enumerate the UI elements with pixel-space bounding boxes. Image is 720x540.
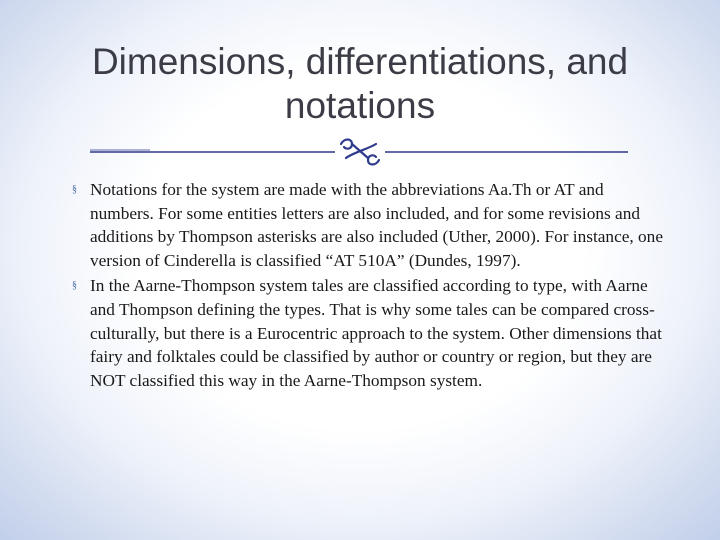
bullet-list <box>70 178 670 394</box>
bullet-marker: § <box>72 184 77 195</box>
title-line-1: Dimensions, differentiations, and <box>91 41 629 82</box>
bullet-item-2 <box>70 274 670 392</box>
bullet-marker: § <box>72 280 77 292</box>
curl-ornament-icon <box>341 140 379 165</box>
slide-title <box>40 40 680 128</box>
bullet-text-1: Notations for the system are made with the abbreviations Aa.Th or AT and numbers. For some entities letters are also included, and for some revisions and additions by Thompson asterisks are also included (Uther, 2000). For instance, one version of Cinderella is classified “AT 510A” (Dundes, 1997). <box>90 180 663 270</box>
title-divider <box>0 130 720 170</box>
bullet-item-1 <box>70 178 670 272</box>
bullet-text-2: In the Aarne-Thompson system tales are classified according to type, with Aarne and Thompson defining the types. That is why some tales can be compared cross-culturally, but there is a Eurocentric approach to the system. Other dimensions that fairy and folktales could be classified by author or country or region, but they are NOT classified this way in the Aarne-Thompson system. <box>90 276 662 390</box>
title-line-2: notations <box>284 85 436 126</box>
